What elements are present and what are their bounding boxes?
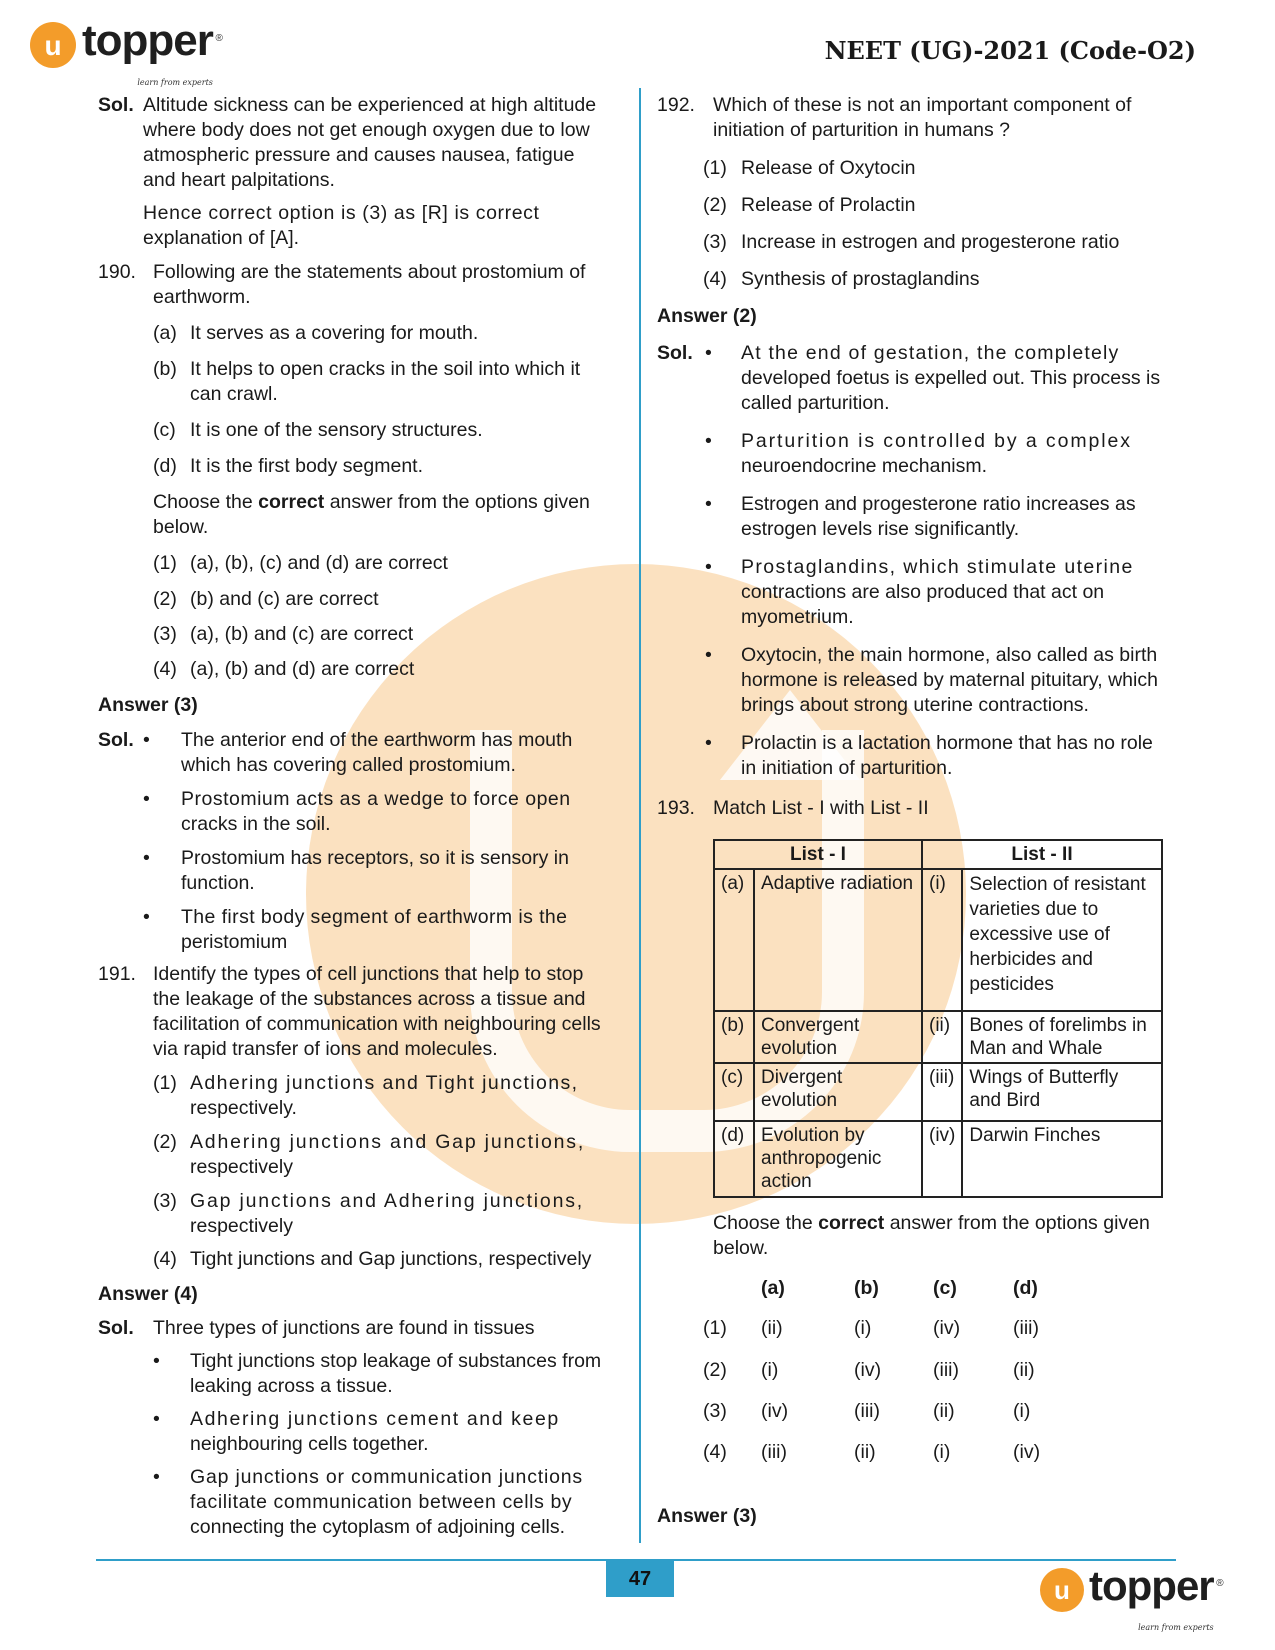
logo-registered-mark: ® xyxy=(1216,1578,1224,1589)
statement-key: (b) xyxy=(153,358,177,380)
bullet-text: brings about strong uterine contractions. xyxy=(741,694,1089,716)
bullet-icon: • xyxy=(143,906,150,928)
question-number: 192. xyxy=(657,94,695,116)
option-d: (iii) xyxy=(1013,1317,1039,1339)
bullet-text: called parturition. xyxy=(741,392,890,414)
bullet-text: Gap junctions or communication junctions xyxy=(190,1466,583,1488)
option-key: (2) xyxy=(703,1359,727,1381)
option-text: Adhering junctions and Tight junctions, xyxy=(190,1072,579,1094)
bullet-icon: • xyxy=(153,1466,160,1488)
bullet-text: Prostomium acts as a wedge to force open xyxy=(181,788,571,810)
bullet-text: which has covering called prostomium. xyxy=(181,754,516,776)
bullet-icon: • xyxy=(153,1408,160,1430)
question-number: 190. xyxy=(98,261,136,283)
option-d: (iv) xyxy=(1013,1441,1041,1463)
option-text: Adhering junctions and Gap junctions, xyxy=(190,1131,586,1153)
option-d: (i) xyxy=(1013,1400,1031,1422)
option-key: (3) xyxy=(153,1190,177,1212)
option-column-header: (d) xyxy=(1013,1277,1038,1299)
list2-header: List - II xyxy=(922,840,1162,869)
answer-label: Answer (4) xyxy=(98,1283,198,1305)
bullet-text: The anterior end of the earthworm has mouth xyxy=(181,729,573,751)
option-a: (ii) xyxy=(761,1317,783,1339)
option-key: (1) xyxy=(153,1072,177,1094)
list2-key: (iii) xyxy=(922,1063,962,1121)
answer-label: Answer (3) xyxy=(98,694,198,716)
footer-logo xyxy=(1040,1562,1224,1632)
exam-title: NEET (UG)-2021 (Code-O2) xyxy=(824,36,1196,65)
option-d: (ii) xyxy=(1013,1359,1035,1381)
question-text: earthworm. xyxy=(153,286,251,308)
option-c: (iv) xyxy=(933,1317,961,1339)
column-divider xyxy=(639,88,641,1543)
option-text: respectively xyxy=(190,1156,293,1178)
bullet-text: facilitate communication between cells by xyxy=(190,1491,573,1513)
option-key: (1) xyxy=(153,552,177,574)
bullet-icon: • xyxy=(143,847,150,869)
bullet-text: neuroendocrine mechanism. xyxy=(741,455,988,477)
option-column-header: (c) xyxy=(933,1277,957,1299)
bullet-text: Prolactin is a lactation hormone that has no role xyxy=(741,732,1153,754)
option-b: (ii) xyxy=(854,1441,876,1463)
statement-key: (a) xyxy=(153,322,177,344)
list2-key: (ii) xyxy=(922,1011,962,1063)
question-text: the leakage of the substances across a tissue and xyxy=(153,988,586,1010)
answer-label: Answer (2) xyxy=(657,305,757,327)
bullet-icon: • xyxy=(705,342,712,364)
option-column-header: (b) xyxy=(854,1277,879,1299)
option-a: (iv) xyxy=(761,1400,789,1422)
statement-text: It helps to open cracks in the soil into which it xyxy=(190,358,581,380)
option-text: Increase in estrogen and progesterone ratio xyxy=(741,231,1120,253)
bullet-text: The first body segment of earthworm is the xyxy=(181,906,568,928)
option-c: (iii) xyxy=(933,1359,959,1381)
logo-tagline: learn from experts xyxy=(1138,1623,1214,1632)
sol-text-line: Hence correct option is (3) as [R] is correct xyxy=(143,202,540,224)
bullet-text: function. xyxy=(181,872,255,894)
list2-value: Bones of forelimbs in Man and Whale xyxy=(962,1011,1162,1063)
list2-key: (iv) xyxy=(922,1121,962,1197)
bullet-icon: • xyxy=(153,1350,160,1372)
option-key: (2) xyxy=(703,194,727,216)
bullet-text: Estrogen and progesterone ratio increases as xyxy=(741,493,1136,515)
choose-instruction: Choose the correct answer from the options given xyxy=(713,1212,1150,1234)
logo-wordmark: topper xyxy=(1089,1562,1214,1609)
statement-key: (d) xyxy=(153,455,177,477)
choose-instruction-line2: below. xyxy=(153,516,209,538)
table-row xyxy=(714,1063,1162,1121)
table-row xyxy=(714,1011,1162,1063)
bullet-text: connecting the cytoplasm of adjoining cells. xyxy=(190,1516,566,1538)
question-text: Match List - I with List - II xyxy=(713,797,929,819)
list2-value: Selection of resistant varieties due to excessive use of herbicides and pesticides xyxy=(962,869,1162,1011)
logo-registered-mark: ® xyxy=(215,33,223,44)
bullet-text: Oxytocin, the main hormone, also called as birth xyxy=(741,644,1158,666)
list1-header: List - I xyxy=(714,840,922,869)
bullet-text: At the end of gestation, the completely xyxy=(741,342,1120,364)
list1-key: (c) xyxy=(714,1063,754,1121)
option-b: (i) xyxy=(854,1317,872,1339)
list1-key: (b) xyxy=(714,1011,754,1063)
bullet-text: Prostomium has receptors, so it is sensory in xyxy=(181,847,569,869)
option-key: (2) xyxy=(153,1131,177,1153)
option-text: respectively. xyxy=(190,1097,297,1119)
match-table-header xyxy=(714,840,1162,869)
list2-value: Darwin Finches xyxy=(962,1121,1162,1197)
choose-instruction: Choose the correct answer from the options given xyxy=(153,491,590,513)
option-c: (ii) xyxy=(933,1400,955,1422)
list1-value: Divergent evolution xyxy=(754,1063,922,1121)
bullet-icon: • xyxy=(705,430,712,452)
question-text: Which of these is not an important component of xyxy=(713,94,1132,116)
logo-tagline: learn from experts xyxy=(137,78,213,87)
bullet-icon: • xyxy=(705,644,712,666)
question-number: 193. xyxy=(657,797,695,819)
option-text: (a), (b) and (c) are correct xyxy=(190,623,414,645)
option-key: (2) xyxy=(153,588,177,610)
sol-text-line: where body does not get enough oxygen due to low xyxy=(143,119,590,141)
bullet-icon: • xyxy=(705,493,712,515)
match-table xyxy=(713,839,1163,1198)
question-number: 191. xyxy=(98,963,136,985)
option-key: (4) xyxy=(703,268,727,290)
bullet-text: in initiation of parturition. xyxy=(741,757,953,779)
option-b: (iv) xyxy=(854,1359,882,1381)
option-key: (4) xyxy=(153,658,177,680)
option-a: (i) xyxy=(761,1359,779,1381)
bullet-text: leaking across a tissue. xyxy=(190,1375,393,1397)
option-text: Release of Prolactin xyxy=(741,194,916,216)
sol-text-line: atmospheric pressure and causes nausea, fatigue xyxy=(143,144,575,166)
question-text: facilitation of communication with neighbouring cells xyxy=(153,1013,601,1035)
bullet-icon: • xyxy=(705,556,712,578)
list1-value: Adaptive radiation xyxy=(754,869,922,1011)
option-key: (1) xyxy=(703,1317,727,1339)
header-logo xyxy=(30,16,223,87)
option-key: (3) xyxy=(703,231,727,253)
option-b: (iii) xyxy=(854,1400,880,1422)
sol-label: Sol. xyxy=(657,342,693,364)
bullet-text: estrogen levels rise significantly. xyxy=(741,518,1020,540)
bullet-text: myometrium. xyxy=(741,606,854,628)
list1-value: Evolution by anthropogenic action xyxy=(754,1121,922,1197)
logo-wordmark: topper xyxy=(82,16,213,65)
bullet-text: Prostaglandins, which stimulate uterine xyxy=(741,556,1134,578)
statement-key: (c) xyxy=(153,419,176,441)
question-text: via rapid transfer of ions and molecules. xyxy=(153,1038,498,1060)
statement-text: can crawl. xyxy=(190,383,278,405)
list1-key: (a) xyxy=(714,869,754,1011)
list2-value: Wings of Butterfly and Bird xyxy=(962,1063,1162,1121)
option-key: (3) xyxy=(153,623,177,645)
sol-label: Sol. xyxy=(98,729,134,751)
option-text: Tight junctions and Gap junctions, respectively xyxy=(190,1248,592,1270)
bullet-text: Parturition is controlled by a complex xyxy=(741,430,1132,452)
option-key: (4) xyxy=(703,1441,727,1463)
option-text: (b) and (c) are correct xyxy=(190,588,379,610)
bullet-text: neighbouring cells together. xyxy=(190,1433,429,1455)
statement-text: It is the first body segment. xyxy=(190,455,424,477)
sol-label: Sol. xyxy=(98,94,134,116)
option-text: Synthesis of prostaglandins xyxy=(741,268,980,290)
option-c: (i) xyxy=(933,1441,951,1463)
statement-text: It is one of the sensory structures. xyxy=(190,419,483,441)
list2-key: (i) xyxy=(922,869,962,1011)
option-column-header: (a) xyxy=(761,1277,785,1299)
option-key: (3) xyxy=(703,1400,727,1422)
question-text: Identify the types of cell junctions that help to stop xyxy=(153,963,584,985)
statement-text: It serves as a covering for mouth. xyxy=(190,322,479,344)
option-a: (iii) xyxy=(761,1441,787,1463)
sol-text-line: and heart palpitations. xyxy=(143,169,335,191)
option-text: Release of Oxytocin xyxy=(741,157,916,179)
bullet-text: Adhering junctions cement and keep xyxy=(190,1408,560,1430)
bullet-icon: • xyxy=(143,788,150,810)
question-text: initiation of parturition in humans ? xyxy=(713,119,1011,141)
sol-intro: Three types of junctions are found in tissues xyxy=(153,1317,535,1339)
answer-label: Answer (3) xyxy=(657,1505,757,1527)
bullet-text: developed foetus is expelled out. This process is xyxy=(741,367,1161,389)
logo-u-icon: u xyxy=(1040,1568,1084,1612)
table-row xyxy=(714,1121,1162,1197)
bullet-text: contractions are also produced that act on xyxy=(741,581,1105,603)
bullet-icon: • xyxy=(705,732,712,754)
bullet-text: cracks in the soil. xyxy=(181,813,331,835)
option-text: (a), (b), (c) and (d) are correct xyxy=(190,552,448,574)
bullet-text: Tight junctions stop leakage of substances from xyxy=(190,1350,602,1372)
option-key: (4) xyxy=(153,1248,177,1270)
list1-key: (d) xyxy=(714,1121,754,1197)
question-text: Following are the statements about prostomium of xyxy=(153,261,586,283)
option-text: (a), (b) and (d) are correct xyxy=(190,658,415,680)
logo-u-icon: u xyxy=(30,22,76,68)
choose-instruction-line2: below. xyxy=(713,1237,769,1259)
list1-value: Convergent evolution xyxy=(754,1011,922,1063)
bullet-icon: • xyxy=(143,729,150,751)
option-key: (1) xyxy=(703,157,727,179)
bullet-text: peristomium xyxy=(181,931,288,953)
option-text: Gap junctions and Adhering junctions, xyxy=(190,1190,584,1212)
option-text: respectively xyxy=(190,1215,293,1237)
sol-label: Sol. xyxy=(98,1317,134,1339)
bullet-text: hormone is released by maternal pituitary, which xyxy=(741,669,1158,691)
sol-text-line: Altitude sickness can be experienced at high altitude xyxy=(143,94,597,116)
page-number: 47 xyxy=(606,1561,674,1597)
table-row xyxy=(714,869,1162,1011)
sol-text-line: explanation of [A]. xyxy=(143,227,300,249)
